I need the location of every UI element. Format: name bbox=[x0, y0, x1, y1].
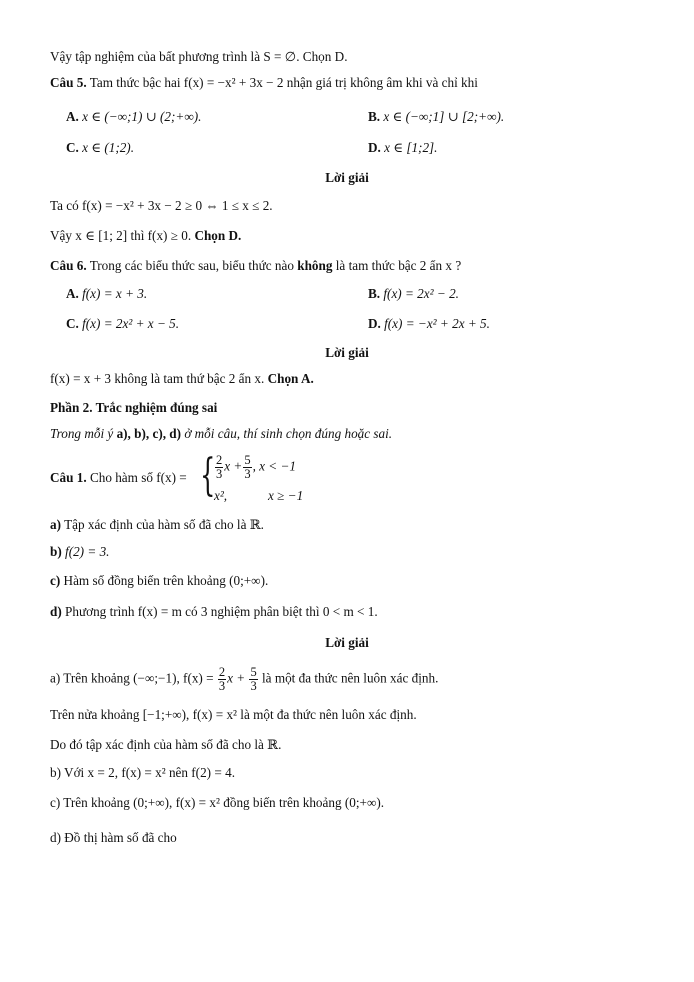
q5-option-a: A. x ∈ (−∞;1) ∪ (2;+∞). bbox=[66, 109, 202, 124]
part-2-heading: Phần 2. Trắc nghiệm đúng sai bbox=[50, 400, 218, 415]
solution-d: d) Đồ thị hàm số đã cho bbox=[50, 830, 177, 845]
question-5-label: Câu 5. bbox=[50, 75, 87, 90]
piece-2: x², x ≥ −1 bbox=[214, 488, 304, 503]
question-6-label: Câu 6. bbox=[50, 258, 87, 273]
q6-option-c: C. f(x) = 2x² + x − 5. bbox=[66, 316, 180, 331]
q5-solution-line-2: Vậy x ∈ [1; 2] thì f(x) ≥ 0. Chọn D. bbox=[50, 228, 242, 243]
prev-answer-line: Vậy tập nghiệm của bất phương trình là S = ∅. Chọn D. bbox=[50, 49, 348, 64]
solution-b: b) Với x = 2, f(x) = x² nên f(2) = 4. bbox=[50, 765, 235, 780]
question-5-text: Tam thức bậc hai f(x) = −x² + 3x − 2 nhận giá trị không âm khi và chỉ khi bbox=[89, 75, 478, 90]
statement-c: c) Hàm số đồng biến trên khoảng (0;+∞). bbox=[50, 573, 269, 588]
q6-option-d: D. f(x) = −x² + 2x + 5. bbox=[368, 316, 490, 331]
solution-title-3: Lời giải bbox=[325, 635, 369, 650]
q5-solution-line-1: Ta có f(x) = −x² + 3x − 2 ≥ 0 ⇔ 1 ≤ x ≤ 2. bbox=[50, 198, 273, 213]
statement-d: d) Phương trình f(x) = m có 3 nghiệm phân biệt thì 0 < m < 1. bbox=[50, 604, 378, 619]
question-6: Câu 6. Trong các biểu thức sau, biểu thức nào không là tam thức bậc 2 ẩn x ? bbox=[50, 258, 462, 273]
piece-1: $\frac{2}{3}$ x + $\frac{5}{3}$ , x < −1 bbox=[216, 453, 296, 482]
solution-a-line-2: Trên nửa khoảng [−1;+∞), f(x) = x² là một đa thức nên luôn xác định. bbox=[50, 707, 417, 722]
solution-a-line-1: a) Trên khoảng (−∞;−1), f(x) = $\frac{2}{3}$ x + $\frac{5}{3}$ là một đa thức nên luôn xác định. bbox=[50, 665, 439, 694]
question-5 bbox=[50, 75, 478, 92]
question-1-label: Câu 1. bbox=[50, 470, 87, 485]
solution-a-line-3: Do đó tập xác định của hàm số đã cho là ℝ. bbox=[50, 737, 282, 752]
question-1: Câu 1. Cho hàm số f(x) = bbox=[50, 470, 187, 485]
q5-option-b: B. x ∈ (−∞;1] ∪ [2;+∞). bbox=[368, 109, 505, 124]
q6-solution: f(x) = x + 3 không là tam thứ bậc 2 ẩn x. Chọn A. bbox=[50, 371, 314, 386]
statement-a: a) Tập xác định của hàm số đã cho là ℝ. bbox=[50, 517, 264, 532]
q5-option-c: C. x ∈ (1;2). bbox=[66, 140, 134, 155]
solution-c: c) Trên khoảng (0;+∞), f(x) = x² đồng biến trên khoảng (0;+∞). bbox=[50, 795, 385, 810]
q5-option-d: D. x ∈ [1;2]. bbox=[368, 140, 438, 155]
solution-title-2: Lời giải bbox=[325, 345, 369, 360]
part-2-instructions: Trong mỗi ý a), b), c), d) ở mỗi câu, thí sinh chọn đúng hoặc sai. bbox=[50, 426, 393, 441]
q6-option-a: A. f(x) = x + 3. bbox=[66, 286, 148, 301]
statement-b: b) f(2) = 3. bbox=[50, 544, 110, 559]
solution-title: Lời giải bbox=[325, 170, 369, 185]
brace-symbol: { bbox=[200, 450, 216, 501]
piecewise-function bbox=[48, 452, 328, 504]
q6-option-b: B. f(x) = 2x² − 2. bbox=[368, 286, 459, 301]
